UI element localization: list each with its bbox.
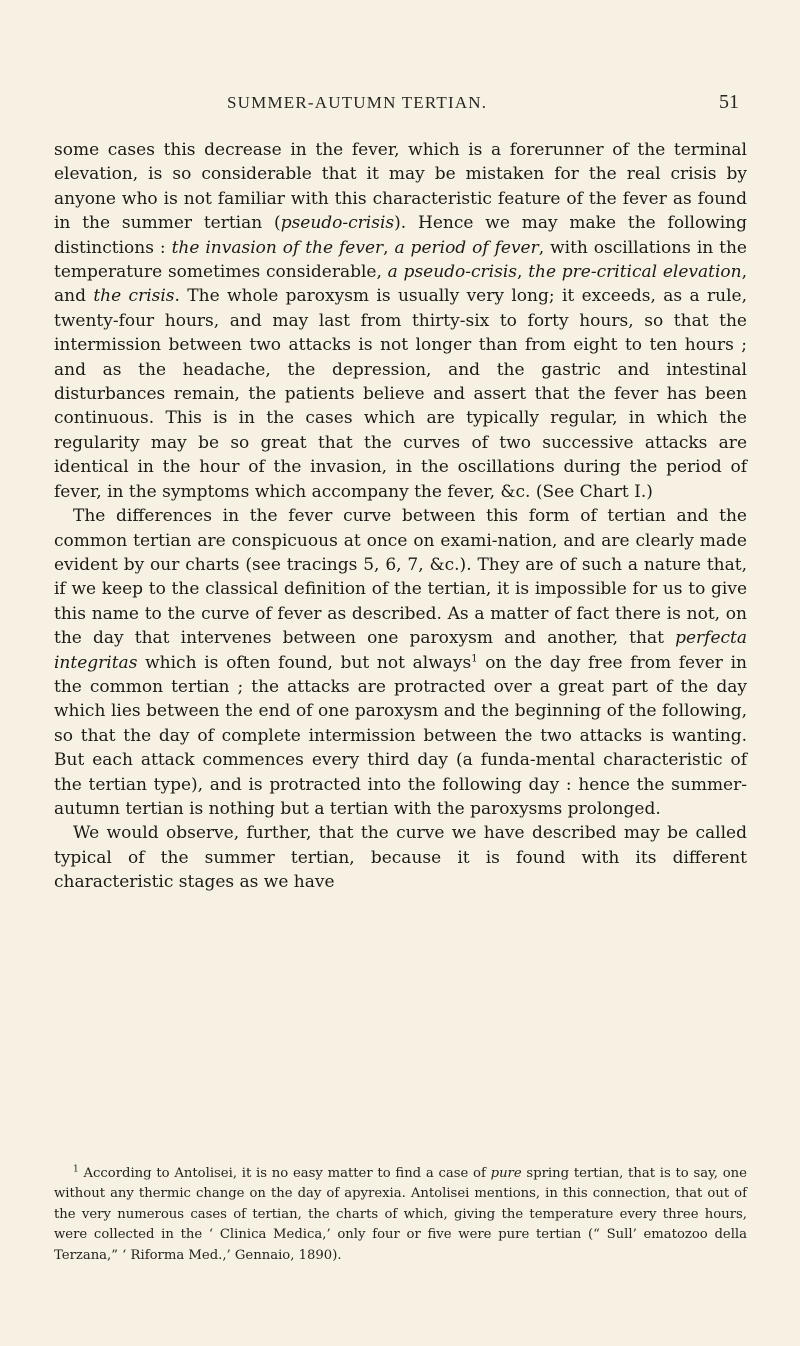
p2-text-2: which is often found, but not always: [137, 652, 472, 673]
p1-text-2: ). Hence we may make the following distinctions :: [54, 213, 747, 258]
footnote-marker: 1: [73, 1164, 79, 1175]
paragraph-3: [54, 821, 747, 894]
footnote-ref: 1: [471, 652, 478, 664]
p1-text-1: some cases this decrease in the fever, which is a forerunner of the terminal elevation, is so considerable that it may be mistaken for the real crisis by anyone who is not familiar with this characteristic feature of the fever as found in the summer tertian (: [54, 140, 747, 234]
p1-italic-pre-critical: the pre-critical elevation: [528, 262, 742, 283]
paragraph-2: [54, 504, 747, 821]
p1-text-4: , with oscillations in the temperature sometimes considerable,: [54, 237, 747, 283]
body-text: [54, 138, 747, 895]
p1-text-5: ,: [517, 262, 529, 283]
p1-text-7: . The whole paroxysm is usually very long; it exceeds, as a rule, twenty-four hours, and may last from thirty-six to forty hours, so that the intermission between two attacks is not longer than from eight to ten hours ; and as the headache, the depression, and the gastric and intestinal disturbances remain, the patients believe and assert that the fever has been continuous. This is in the cases which are typically regular, in which the regularity may be so great that the curves of two successive attacks are identical in the hour of the invasion, in the oscillations during the period of fever, in the symptoms which accompany the fever, &c. (See Chart I.): [54, 286, 747, 502]
p1-italic-invasion: the invasion of the fever: [171, 237, 384, 258]
running-title: SUMMER-AUTUMN TERTIAN.: [227, 93, 488, 112]
p1-italic-pseudo: a pseudo-crisis: [387, 262, 518, 283]
footnote: [54, 1164, 747, 1266]
paragraph-1: [54, 138, 747, 504]
p2-text-3: on the day free from fever in the common tertian ; the attacks are protracted over a great part of the day which lies between the end of one paroxysm and the beginning of the following, so that the day of complete intermission between the two attacks is wanting. But each attack commences every third day (a funda-mental characteristic of the tertian type), and is protracted into the following day : hence the summer-autumn tertian is nothing but a tertian with the paroxysms prolonged.: [54, 652, 747, 819]
p1-italic-period: a period of fever: [394, 237, 539, 258]
page-number: 51: [719, 91, 739, 113]
p1-text-6: , and: [54, 262, 747, 307]
footnote-text-1: According to Antolisei, it is no easy matter to find a case of: [78, 1166, 491, 1181]
p1-italic-crisis: the crisis: [93, 286, 175, 307]
p2-text-1: The differences in the fever curve between this form of tertian and the common tertian are conspicuous at once on exami-nation, and are clearly made evident by our charts (see tracings 5, 6, 7, &c.). They are of such a nature that, if we keep to the classical definition of the tertian, it is impossible for us to give this name to the curve of fever as described. As a matter of fact there is not, on the day that intervenes between one paroxysm and another, that: [54, 506, 747, 649]
p1-text-3: ,: [383, 237, 395, 258]
footnote-italic-pure: pure: [490, 1166, 522, 1181]
footnote-text-2: spring tertian, that is to say, one without any thermic change on the day of apyrexia. Antolisei mentions, in this connection, that out of the very numerous cases of tertian, the charts of which, giving the temperature every three hours, were collected in the ‘ Clinica Medica,’ only four or five were pure tertian (“ Sull’ ematozoo della Terzana,” ‘ Riforma Med.,’ Gennaio, 1890).: [54, 1166, 747, 1263]
p2-italic-perfecta: perfecta integritas: [54, 628, 747, 673]
p1-italic-pseudo-crisis: pseudo-crisis: [280, 213, 395, 234]
p3-text-1: We would observe, further, that the curve we have described may be called typical of the summer tertian, because it is found with its different characteristic stages as we have: [54, 823, 747, 893]
